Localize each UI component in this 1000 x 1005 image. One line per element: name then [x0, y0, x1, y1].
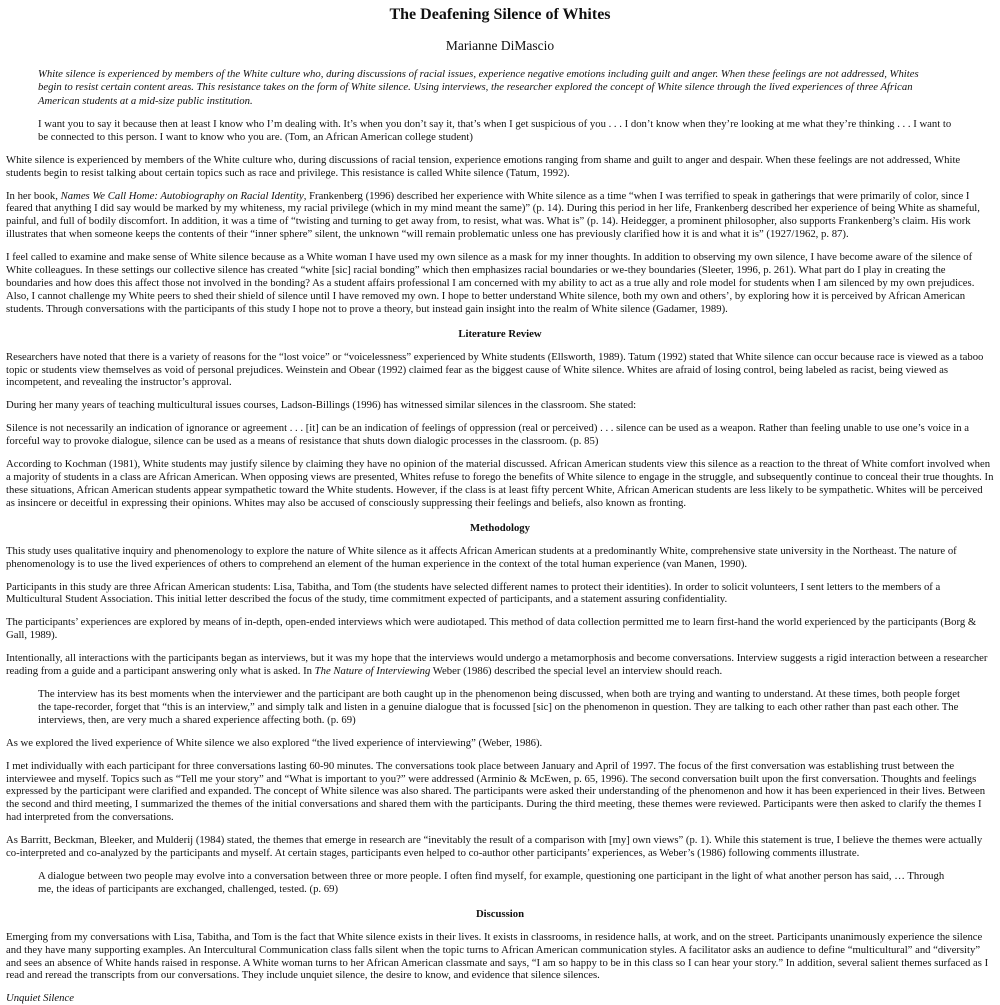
abstract: White silence is experienced by members of the White culture who, during discussions of racial issues, experience negative emotions including guilt and anger. When these feelings are not addressed, Whites begin to resist certain content areas. This resistance takes on the form of White silence. Using interviews, the researcher explored the concept of White silence through the lived experiences of three African American students at a mid-size public institution. [38, 68, 919, 107]
literature-paragraph-4: According to Kochman (1981), White students may justify silence by claiming they have no opinion of the material discussed. African American students view this silence as a reaction to the threat of White comfort involved when a majority of students in a class are African American. When opposing views are presented, Whites refuse to forego the benefits of White silence to engage in the struggle, and subsequently continue to conceal their true thoughts. In these situations, African American students appear sympathetic toward the White students. However, if the class is at least fifty percent White, African American students are less likely to be sympathetic. Whites will be perceived as insincere or deceitful in expressing their opinions. Whites may also be accused of consciously suppressing their feelings and beliefs, also known as fronting. [6, 458, 994, 509]
methodology-paragraph-2: Participants in this study are three African American students: Lisa, Tabitha, and Tom (the students have selected different names to protect their identities). In order to solicit volunteers, I sent letters to the members of a Multicultural Student Association. This initial letter described the focus of the study, time commitment expected of participants, and a statement assuring confidentiality. [6, 580, 941, 606]
methodology-quote-2: A dialogue between two people may evolve into a conversation between three or more people. I often find myself, for example, questioning one participant in the light of what another person has said, … Through me, the ideas of participants are exchanged, challenged, tested. (p. 69) [38, 869, 945, 895]
section-heading-literature-review: Literature Review [458, 327, 542, 340]
methodology-paragraph-4 [6, 652, 994, 678]
book-title-nature-of-interviewing: The Nature of Interviewing [314, 665, 431, 678]
paper-author: Marianne DiMascio [445, 38, 555, 53]
intro-paragraph-3: I feel called to examine and make sense of White silence because as a White woman I have used my own silence as a mask for my inner thoughts. In addition to observing my own silence, I have become aware of the silence of White colleagues. In these settings our collective silence has created “white [sic] racial bonding” which then emphasizes racial boundaries or we-they boundaries (Sleeter, 1996, p. 261). What part do I play in creating the boundaries and how does this affect those not involved in the bonding? As a student affairs professional I am concerned with my ability to act as a true ally and role model for students when I am silenced by my own prejudices. Also, I cannot challenge my White peers to shed their shield of silence until I have removed my own. I hope to better understand White silence, both my own and others’, by exploring how it is perceived by African American students. Through conversations with the participants of this study I hope not to prove a theory, but instead gain insight into the realm of White silence (Gadamer, 1989). [6, 251, 975, 315]
methodology-paragraph-7: As Barritt, Beckman, Bleeker, and Mulderij (1984) stated, the themes that emerge in research are “inevitably the result of a comparison with [my] own views” (p. 1). While this statement is true, I believe the themes were actually co-interpreted and co-analyzed by the participants and myself. At certain stages, participants even helped to co-author other participants’ experiences, as Weber’s (1986) following comments illustrate. [6, 834, 983, 860]
methodology-paragraph-1: This study uses qualitative inquiry and phenomenology to explore the nature of White silence as it affects African American students at a predominantly White, comprehensive state university in the Northeast. The nature of phenomenology is to use the lived experiences of others to comprehend an element of the human experience in the context of the total human experience (van Manen, 1990). [6, 544, 957, 570]
methodology-paragraph-4-tail: Weber (1986) described the special level an interview should reach. [430, 665, 723, 678]
book-title-names-we-call-home: Names We Call Home: Autobiography on Racial Identity [60, 189, 304, 202]
literature-paragraph-1: Researchers have noted that there is a variety of reasons for the “lost voice” or “voicelessness” experienced by White students (Ellsworth, 1989). Tatum (1992) stated that White silence can occur because race is viewed as a taboo topic or students view themselves as void of personal prejudices. Weinstein and Obear (1992) claimed fear as the biggest cause of White silence. Whites are afraid of losing control, being labeled as racist, being viewed as incompetent, and revealing the instructor’s approval. [6, 350, 984, 389]
paper-title: The Deafening Silence of Whites [389, 6, 611, 23]
methodology-paragraph-6: I met individually with each participant for three conversations lasting 60-90 minutes. The conversations took place between January and April of 1997. The focus of the first conversation was establishing trust between the interviewee and myself. Topics such as “Tell me your story” and “What is important to you?” were addressed (Arminio & McEwen, p. 65, 1996). The second conversation built upon the first conversation. Thoughts and feelings expressed by the participant were clarified and expanded. The concept of White silence was also shared. The participants were asked their understanding of the phenomenon and how it has been experienced in their lives. Between the second and third meeting, I summarized the themes of the initial conversations and shared them with the participants. During the third meeting, these themes were reviewed. Participants were then asked to clarify the themes I had interpreted from the conversations. [6, 759, 986, 824]
methodology-quote-1: The interview has its best moments when the interviewer and the participant are both caught up in the phenomenon being discussed, when both are trying and wanting to understand. At these times, both people forget the tape-recorder, forget that “this is an interview,” and simply talk and listen in a genuine dialogue that is focussed [sic] on the phenomenon in question. They are talking to each other rather than past each other. The interviews, then, are very much a shared experience affecting both. (p. 69) [38, 687, 960, 726]
literature-quote: Silence is not necessarily an indication of ignorance or agreement . . . [it] can be an indication of feelings of oppression (real or perceived) . . . silence can be used as a weapon. Rather than feeling unable to use one’s voice in a forceful way to provoke dialogue, silence can be used as a means of resistance that shuts down dialogic processes in the classroom. (p. 85) [6, 422, 970, 448]
section-heading-discussion: Discussion [475, 907, 525, 920]
intro-paragraph-2-lead: In her book, [6, 189, 61, 202]
intro-paragraph-1: White silence is experienced by members of the White culture who, during discussions of racial tension, experience emotions ranging from shame and guilt to anger and despair. When these feelings are not addressed, White students begin to resist talking about certain topics such as race and privilege. This resistance is called White silence (Tatum, 1992). [6, 153, 961, 179]
methodology-paragraph-5: As we explored the lived experience of White silence we also explored “the lived experience of interviewing” (Weber, 1986). [6, 736, 543, 749]
intro-paragraph-2-body: , Frankenberg (1996) described her experience with White silence as a time “when I was terrified to speak in gatherings that were primarily of color, since I feared that anything I did say would be marked by my whiteness, my racial privilege (which in my mind meant the same)” (p. 14). During this period in her life, Frankenberg described her experience of being White as shameful, painful, and full of bodily discomfort. In addition, it was a time of “twisting and turning to get away from, to resist, what was. What is” (p. 14). Heidegger, a prominent philosopher, also supports Frankenberg’s claim. His work illustrates that when someone keeps the contents of their “inner sphere” silent, the unknown “will remain problematic unless one has previously clarified how it is and what it is” (1927/1962, p. 87). [6, 189, 980, 241]
intro-paragraph-2 [6, 190, 994, 242]
methodology-paragraph-4-lead: Intentionally, all interactions with the participants began as interviews, but it was my hope that the interviews would undergo a metamorphosis and become conversations. Interview suggests a rigid interaction between a researcher reading from a guide and a participant answering only what is asked. In [6, 652, 988, 678]
subheading-unquiet-silence: Unquiet Silence [6, 992, 74, 1005]
literature-paragraph-2: During her many years of teaching multicultural issues courses, Ladson-Billings (1996) has witnessed similar silences in the classroom. She stated: [6, 399, 637, 412]
methodology-paragraph-3: The participants’ experiences are explored by means of in-depth, open-ended interviews which were audiotaped. This method of data collection permitted me to learn first-hand the world experienced by the participants (Borg & Gall, 1989). [6, 616, 977, 642]
discussion-paragraph-1: Emerging from my conversations with Lisa, Tabitha, and Tom is the fact that White silence exists in their lives. It exists in classrooms, in residence halls, at work, and on the street. Participants unanimously experience the silence and they have many supporting examples. An Intercultural Communication class falls silent when the topic turns to African American communication styles. A facilitator asks an audience to define “multicultural” and “diversity” and sees an absence of White hands raised in response. A White woman turns to her African American classmate and says, “I am so happy to be in this class so I can hear your story.” In addition, several salient themes surfaced as I read and reread the transcripts from our conversations. They include unquiet silence, the desire to know, and evidence that silence silences. [6, 930, 989, 982]
section-heading-methodology: Methodology [470, 521, 530, 534]
epigraph-quote: I want you to say it because then at least I know who I’m dealing with. It’s when you don’t say it, that’s when I get suspicious of you . . . I don’t know when they’re looking at me what they’re thinking . . . I want to be connected to this person. I want to know who you are. (Tom, an African American college student) [38, 117, 952, 143]
